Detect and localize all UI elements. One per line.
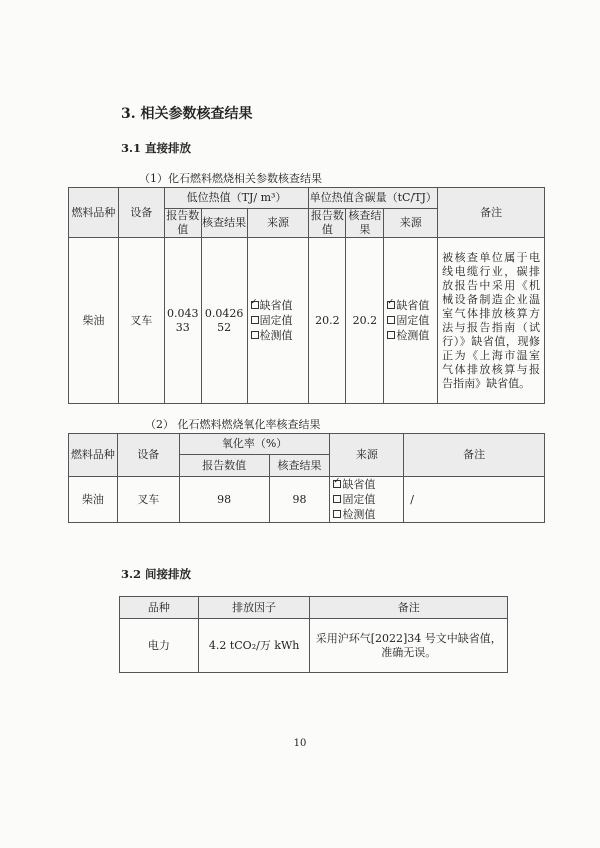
table-1-caption: （1）化石燃料燃烧相关参数核查结果 (139, 172, 322, 185)
cell-source (330, 477, 404, 523)
cell-note: 被核查单位属于电线电缆行业，碳排放报告中采用《机械设备制造企业温室气体排放核算方法与报告指南（试行）》缺省值，现修正为《上海市温室气体排放核算与报告指南》缺省值。 (438, 238, 545, 404)
page-number: 10 (293, 738, 307, 749)
cell-ncv-checked: 0.042652 (201, 238, 247, 404)
header-fuel: 燃料品种 (69, 188, 119, 238)
cell-reported: 98 (179, 477, 269, 523)
cell-note: / (404, 477, 545, 523)
header-note: 备注 (404, 434, 545, 477)
cell-checked: 98 (269, 477, 330, 523)
header-checked: 核查结果 (269, 455, 330, 477)
unchecked-box-icon (387, 316, 395, 324)
note-line-2: 准确无误。 (381, 645, 437, 659)
header-ncv: 低位热值（TJ/ m³） (164, 188, 309, 209)
cell-cc-checked: 20.2 (346, 238, 384, 404)
source-fixed-option: 固定值 (387, 313, 437, 328)
cell-fuel: 柴油 (69, 477, 118, 523)
unchecked-box-icon (333, 495, 341, 503)
section-3-1-title: 3.1 直接排放 (121, 141, 192, 155)
unchecked-box-icon (251, 316, 259, 324)
header-equipment: 设备 (117, 434, 179, 477)
cell-cc-source (384, 238, 438, 404)
cell-note (310, 619, 508, 673)
note-line-1: 采用沪环气[2022]34 号文中缺省值， (315, 631, 502, 645)
cell-ncv-reported: 0.04333 (164, 238, 201, 404)
cell-ncv-source (247, 238, 309, 404)
source-default-option: ✓缺省值 (387, 298, 437, 313)
header-factor: 排放因子 (198, 597, 310, 619)
header-note: 备注 (310, 597, 508, 619)
header-fuel: 燃料品种 (69, 434, 118, 477)
checked-box-icon (251, 301, 259, 309)
section-3-title: 3. 相关参数核查结果 (121, 106, 253, 122)
header-oxidation-rate: 氧化率（%） (179, 434, 330, 455)
header-ncv-checked: 核查结果 (201, 209, 247, 238)
header-carbon-content: 单位热值含碳量（tC/TJ） (309, 188, 438, 209)
header-cc-checked: 核查结果 (346, 209, 384, 238)
header-cc-source: 来源 (384, 209, 438, 238)
header-ncv-reported: 报告数值 (166, 209, 200, 236)
cell-kind: 电力 (120, 619, 199, 673)
table-2-caption: （2） 化石燃料燃烧氧化率核查结果 (145, 418, 321, 431)
source-fixed-option: 固定值 (333, 492, 403, 507)
source-measured-option: 检测值 (251, 328, 309, 343)
section-3-2-title: 3.2 间接排放 (121, 567, 192, 581)
checked-box-icon (333, 480, 341, 488)
header-ncv-source: 来源 (247, 209, 309, 238)
cell-equipment: 叉车 (117, 477, 179, 523)
cell-fuel: 柴油 (69, 238, 119, 404)
header-equipment: 设备 (118, 188, 164, 238)
table-indirect-emission (119, 596, 508, 673)
cell-equipment: 叉车 (118, 238, 164, 404)
header-cc-reported: 报告数值 (310, 209, 344, 236)
header-note: 备注 (438, 188, 545, 238)
unchecked-box-icon (333, 510, 341, 518)
unchecked-box-icon (387, 331, 395, 339)
table-ncv-carbon (68, 187, 545, 404)
source-measured-option: 检测值 (333, 507, 403, 522)
header-kind: 品种 (120, 597, 199, 619)
checked-box-icon (387, 301, 395, 309)
source-measured-option: 检测值 (387, 328, 437, 343)
source-default-option: ✓缺省值 (251, 298, 309, 313)
table-oxidation-rate (68, 433, 545, 523)
cell-factor: 4.2 tCO₂/万 kWh (198, 619, 310, 673)
unchecked-box-icon (251, 331, 259, 339)
cell-cc-reported: 20.2 (309, 238, 346, 404)
header-reported: 报告数值 (179, 455, 269, 477)
source-default-option: ✓缺省值 (333, 477, 403, 492)
header-source: 来源 (330, 434, 404, 477)
source-fixed-option: 固定值 (251, 313, 309, 328)
